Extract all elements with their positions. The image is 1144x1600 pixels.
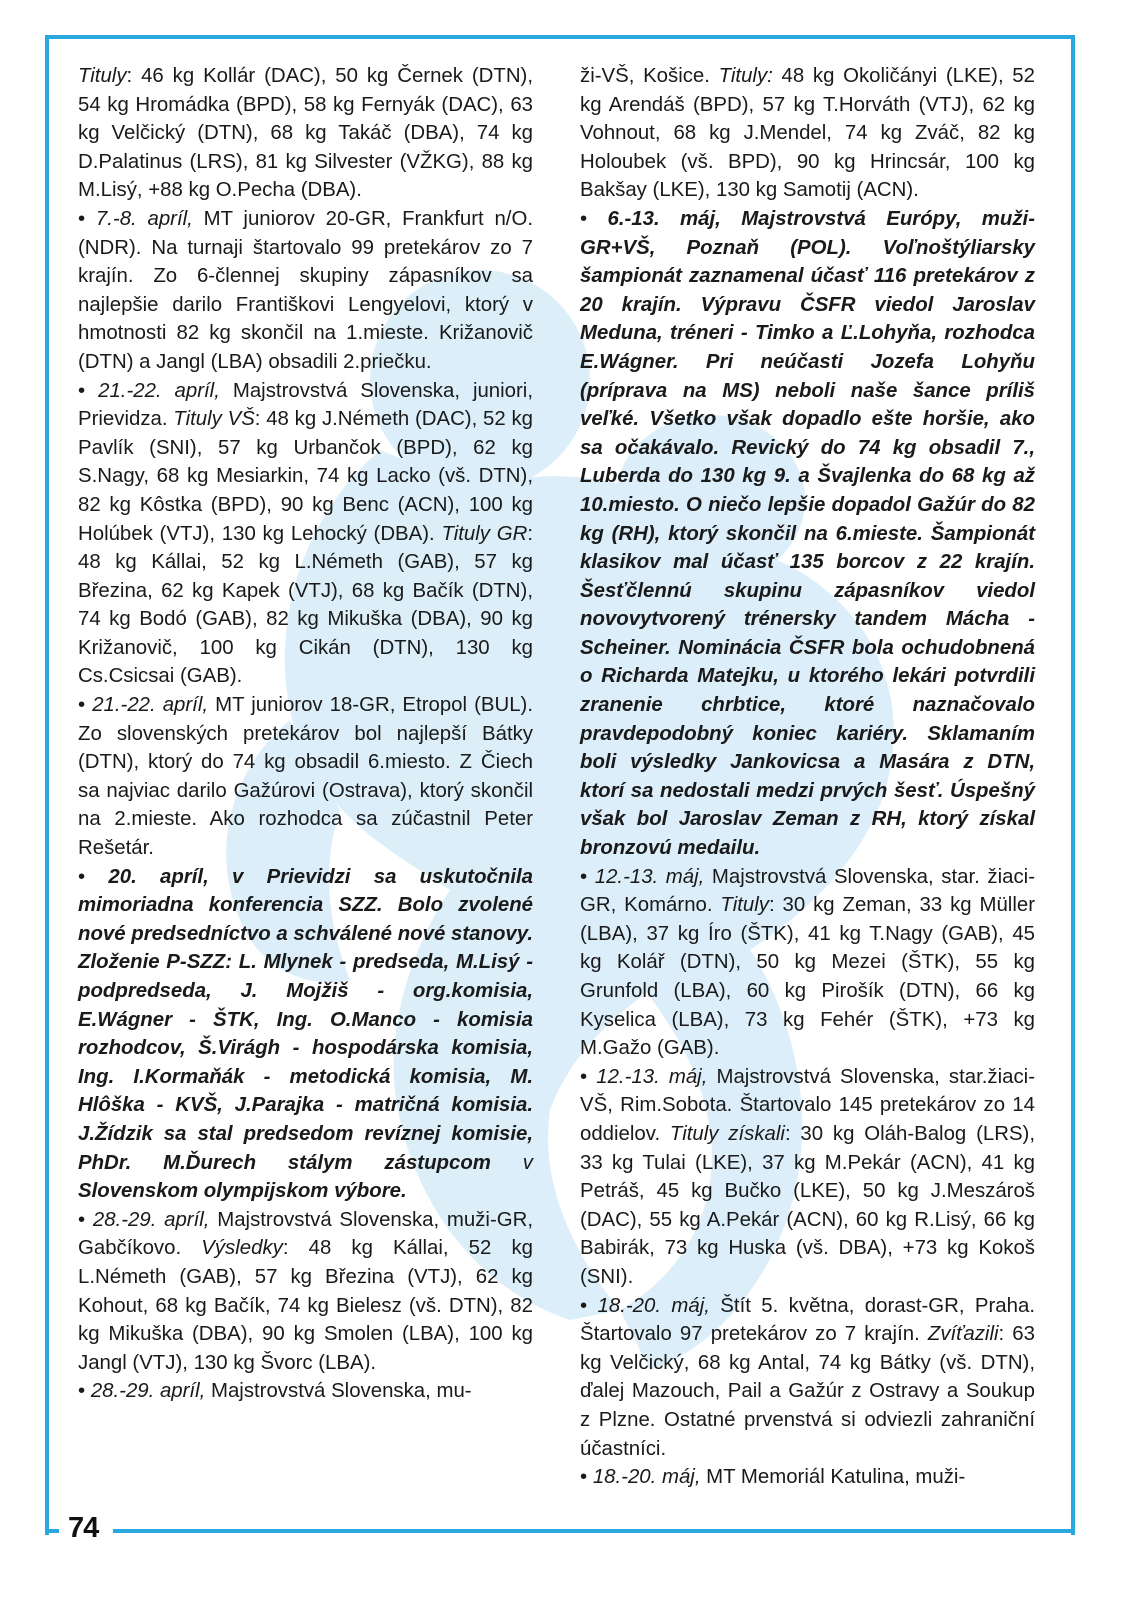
- text-run: 18.-20. máj,: [592, 1466, 701, 1489]
- text-run: : 63 kg Velčický, 68 kg Antal, 74 kg Bátky (vš. DTN), ďalej Mazouch, Pail a Gažúr z Ostravy a Soukup z Plzne. Ostatné prvenstvá si odviezli zahraniční účastníci.: [580, 1323, 1035, 1460]
- text-run: 28.-29. apríl,: [90, 1380, 206, 1403]
- text-run: MT juniorov 20-GR, Frankfurt n/O. (NDR). Na turnaji štartovalo 99 pretekárov zo 7 krajín. Zo 6-člennej skupiny zápasníkov sa najlepšie darilo Františkovi Lengyelovi, ktorý v hmotnosti 82 kg skončil na 1.mieste. Križanovič (DTN) a Jangl (LBA) obsadili 2.priečku.: [78, 207, 533, 373]
- paragraph: [580, 205, 1035, 863]
- right-column: [580, 62, 1035, 1492]
- text-run: 21.-22. apríl,: [92, 694, 209, 717]
- paragraph: [580, 1063, 1035, 1292]
- text-run: 28.-29. apríl,: [92, 1208, 210, 1231]
- text-run: 21.-22. apríl,: [98, 379, 220, 402]
- text-run: : 30 kg Oláh-Balog (LRS), 33 kg Tulai (LKE), 37 kg M.Pekár (ACN), 41 kg Petráš, 45 kg Bučko (LKE), 50 kg J.Meszároš (DAC), 55 kg A.Pekár (ACN), 60 kg R.Lisý, 66 kg Babirák, 73 kg Huska (vš. DBA), +73 kg Kokoš (SNI).: [580, 1122, 1035, 1288]
- text-run: Majstrovstvá Slovenska, juniori, Prievidza.: [78, 379, 534, 431]
- frame-bottom-rule: [113, 1529, 1075, 1533]
- text-run: : 48 kg Kállai, 52 kg L.Németh (GAB), 57 kg Březina, 62 kg Kapek (VTJ), 68 kg Bačík (DTN), 74 kg Bodó (GAB), 82 kg Mikuška (DBA), 90 kg Križanovič, 100 kg Cikán (DTN), 130 kg Cs.Csicsai (GAB).: [78, 522, 533, 688]
- paragraph: [78, 377, 533, 692]
- text-run: Tituly: [78, 65, 127, 87]
- text-run: Majstrovstvá Slovenska, star.žiaci-VŠ, Rim.Sobota. Štartovalo 145 pretekárov zo 14 oddielov.: [580, 1065, 1035, 1145]
- text-run: : 48 kg Kállai, 52 kg L.Németh (GAB), 57 kg Březina (VTJ), 62 kg Kohout, 68 kg Bačík, 74 kg Bielesz (vš. DTN), 82 kg Mikuška (DBA), 90 kg Smolen (LBA), 100 kg Jangl (VTJ), 130 kg Švorc (LBA).: [78, 1237, 533, 1374]
- text-run: 12.-13. máj,: [596, 1065, 708, 1088]
- paragraph: [78, 1377, 533, 1406]
- paragraph: [78, 62, 533, 205]
- text-run: Majstrovstvá Slovenska, star. žiaci-GR, Komárno.: [580, 865, 1035, 917]
- text-run: v: [490, 1151, 533, 1174]
- frame-bottom-left-rule: [45, 1529, 59, 1533]
- text-run: : 48 kg J.Németh (DAC), 52 kg Pavlík (SNI), 57 kg Urbančok (BPD), 62 kg S.Nagy, 68 kg Mesiarkin, 74 kg Lacko (vš. DTN), 82 kg Kôstka (BPD), 90 kg Benc (ACN), 100 kg Holúbek (VTJ), 130 kg Lehocký (DBA).: [78, 408, 533, 545]
- page-number: 74: [68, 1512, 99, 1544]
- text-run: : 30 kg Zeman, 33 kg Müller (LBA), 37 kg Íro (ŠTK), 41 kg T.Nagy (GAB), 45 kg Kolář (DTN), 50 kg Mezei (ŠTK), 55 kg Grunfold (LBA), 60 kg Pirošík (DTN), 66 kg Kyselica (LBA), 73 kg Fehér (ŠTK), +73 kg M.Gažo (GAB).: [580, 894, 1036, 1060]
- text-run: Majstrovstvá Slovenska, mu-: [205, 1380, 472, 1403]
- text-run: Tituly: [720, 894, 769, 917]
- left-column: [78, 62, 533, 1406]
- text-run: 7.-8. apríl,: [95, 207, 193, 230]
- paragraph: [78, 1206, 533, 1378]
- text-run: Zvíťazili: [927, 1323, 999, 1346]
- text-run: MT Memoriál Katulina, muži-: [700, 1466, 966, 1489]
- paragraph: [580, 863, 1035, 1063]
- text-run: Štít 5. května, dorast-GR, Praha. Štartovalo 97 pretekárov zo 7 krajín.: [580, 1294, 1035, 1346]
- text-run: 18.-20. máj,: [597, 1294, 710, 1317]
- text-run: Slovenskom olympijskom výbore.: [78, 1180, 407, 1203]
- text-run: 6.-13. máj, Majstrovstvá Európy, muži-GR+VŠ, Poznaň (POL). Voľnoštýliarsky šampionát zaznamenal účasť 116 pretekárov z 20 krajín. Výpravu ČSFR viedol Jaroslav Meduna, tréneri - Timko a Ľ.Lohyňa, rozhodca E.Wágner. Pri neúčasti Jozefa Lohyňu (príprava na MS) neboli naše šance príliš veľké. Všetko však dopadlo ešte horšie, ako sa očakávalo. Revický do 74 kg obsadil 7., Luberda do 130 kg 9. a Švajlenka do 68 kg až 10.miesto. O niečo lepšie dopadol Gažúr do 82 kg (RH), ktorý skončil na 6.mieste. Šampionát klasikov mal účasť 135 borcov z 22 krajín. Šesťčlennú skupinu zápasníkov viedol novovytvorený trénersky tandem Mácha - Scheiner. Nominácia ČSFR bola ochudobnená o Richarda Matejku, u ktorého lekári potvrdili zranenie chrbtice, ktoré naznačovalo pravdepodobný koniec kariéry. Sklamaním boli výsledky Jankovicsa a Masára z DTN, ktorí sa nedostali medzi prvých šesť. Úspešný však bol Jaroslav Zeman z RH, ktorý získal bronzovú medailu.: [580, 207, 1035, 860]
- text-run: Výsledky: [201, 1237, 283, 1260]
- paragraph: [78, 205, 533, 377]
- paragraph: [580, 62, 1035, 205]
- text-run: MT juniorov 18-GR, Etropol (BUL). Zo slovenských pretekárov bol najlepší Bátky (DTN), ktorý do 74 kg obsadil 6.miesto. Z Čiech sa najviac darilo Gažúrovi (Ostrava), ktorý skončil na 2.mieste. Ako rozhodca sa zúčastnil Peter Rešetár.: [78, 694, 533, 860]
- text-run: Tituly:: [718, 65, 773, 87]
- text-run: : 46 kg Kollár (DAC), 50 kg Černek (DTN), 54 kg Hromádka (BPD), 58 kg Fernyák (DAC), 63 kg Velčický (DTN), 68 kg Takáč (DBA), 74 kg D.Palatinus (LRS), 81 kg Silvester (VŽKG), 88 kg M.Lisý, +88 kg O.Pecha (DBA).: [78, 65, 533, 202]
- paragraph: [78, 863, 533, 1206]
- paragraph: [78, 691, 533, 863]
- text-run: Tituly získali: [669, 1122, 785, 1145]
- paragraph: [580, 1292, 1035, 1464]
- text-run: Tituly GR: [441, 522, 528, 545]
- text-run: ži-VŠ, Košice.: [580, 65, 719, 87]
- text-run: Tituly VŠ: [173, 408, 255, 431]
- text-run: 12.-13. máj,: [594, 865, 705, 888]
- text-run: Majstrovstvá Slovenska, muži-GR, Gabčíkovo.: [78, 1208, 533, 1260]
- text-run: 20. apríl, v Prievidzi sa uskutočnila mimoriadna konferencia SZZ. Bolo zvolené nové predsedníctvo a schválené nové stanovy. Zloženie P-SZZ: L. Mlynek - predseda, M.Lisý - podpredseda, J. Mojžiš - org.komisia, E.Wágner - ŠTK, Ing. O.Manco - komisia rozhodcov, Š.Virágh - hospodárska komisia, Ing. I.Kormaňák - metodická komisia, M. Hlôška - KVŠ, J.Parajka - matričná komisia. J.Žídzik sa stal predsedom revíznej komisie, PhDr. M.Ďurech stálym zástupcom: [78, 865, 533, 1174]
- paragraph: [580, 1463, 1035, 1492]
- text-run: 48 kg Okoličányi (LKE), 52 kg Arendáš (BPD), 57 kg T.Horváth (VTJ), 62 kg Vohnout, 68 kg J.Mendel, 74 kg Zváč, 82 kg Holoubek (vš. BPD), 90 kg Hrincsár, 100 kg Bakšay (LKE), 130 kg Samotij (ACN).: [580, 65, 1035, 202]
